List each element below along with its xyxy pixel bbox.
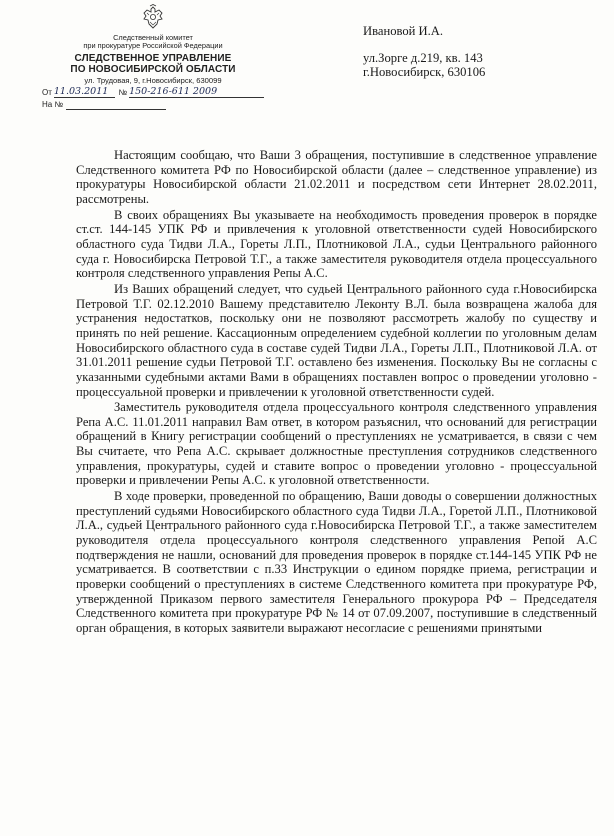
letterhead-line-3: СЛЕДСТВЕННОЕ УПРАВЛЕНИЕ (74, 53, 232, 64)
addressee-city: г.Новосибирск, 630106 (363, 65, 486, 79)
addressee-street: ул.Зорге д.219, кв. 143 (363, 51, 483, 65)
letterhead-line-4: ПО НОВОСИБИРСКОЙ ОБЛАСТИ (70, 64, 236, 75)
body-paragraph-5: В ходе проверки, проведенной по обращению, Ваши доводы о совершении должностных преступлений судьями Новосибирского областного суда Тидви Л.А., Горетой Л.П., Плотниковой Л.А., судьей Центрального районного суда г.Новосибирска Петровой Т.Г., а также заместителем руководителя отдела процессуального контроля следственного управления Репой А.С подтверждения не нашли, оснований для проведения проверок в порядке ст.144-145 УПК РФ не усматривается. В соответствии с п.33 Инструкции о едином порядке приема, регистрации и проверки сообщений о преступлениях в системе Следственного комитета при прокуратуре РФ, утвержденной Приказом первого заместителя Генерального прокурора РФ – Председателя Следственного комитета при прокуратуре РФ № 14 от 07.09.2007, поступившие в следственный орган обращения, в которых заявители выражают несогласие с решениями принятыми (76, 489, 597, 635)
number-label: № (118, 88, 128, 97)
body-paragraph-2: В своих обращениях Вы указываете на необходимость проведения проверок в порядке ст.ст. 144-145 УПК РФ и привлечения к уголовной ответственности судей Новосибирского областного суда Тидви Л.А., Гореты Л.П., Плотниковой Л.А., судьи Центрального районного суда г. Новосибирска Петровой Т.Г., а также заместителя руководителя отдела процессуального контроля следственного управления Репы А.С. (76, 207, 597, 281)
outgoing-reference-row (42, 87, 264, 98)
addressee-name: Ивановой И.А. (363, 24, 444, 38)
body-paragraph-4: Заместитель руководителя отдела процессуального контроля следственного управления Репа А.С. 11.01.2011 направил Вам ответ, в котором разъяснил, что оснований для регистрации обращений в Книгу регистрации сообщений о преступлениях не усматривается, в связи с чем Вы считаете, что Репа А.С. скрывает должностные преступления сотрудников следственного управления, прокуратуры, судей и ставите вопрос о проведении уголовно - процессуальной проверки и привлечении Репы А.С. к уголовной ответственности. (76, 400, 597, 488)
letterhead-stamp (42, 4, 264, 110)
letterhead-line-2: при прокуратуре Российской Федерации (83, 41, 223, 50)
letter-body (76, 148, 597, 637)
incoming-reference-row (42, 100, 264, 110)
from-label: От (42, 88, 52, 97)
na-label: На № (42, 100, 64, 109)
incoming-reference-line (66, 100, 166, 110)
addressee-block (363, 24, 603, 79)
letterhead-address: ул. Трудовая, 9, г.Новосибирск, 630099 (84, 76, 222, 85)
body-paragraph-3: Из Ваших обращений следует, что судьей Центрального районного суда г.Новосибирска Петровой Т.Г. 02.12.2010 Вашему представителю Леконту В.Л. была возвращена жалоба для устранения недостатков, поскольку они не позволяют рассмотреть жалобу по существу и принять по ней решение. Кассационным определением судебной коллегии по уголовным делам Новосибирского областного суда в составе судей Тидви Л.А., Гореты Л.П., Плотниковой Л.А. от 31.01.2011 решение судьи Петровой Т.Г. оставлено без изменения. Поскольку Вы не согласны с указанными судебными актами Вами в обращениях поставлен вопрос о проведении уголовно - процессуальной проверки и привлечении к уголовной ответственности судей. (76, 281, 597, 399)
handwritten-date: 11.03.2011 (54, 87, 115, 98)
body-paragraph-1: Настоящим сообщаю, что Ваши 3 обращения, поступившие в следственное управление Следственного комитета РФ по Новосибирской области (далее – следственное управление) из прокуратуры Новосибирской области 21.02.2011 и посредством сети Интернет 28.02.2011, рассмотрены. (76, 148, 597, 206)
letterhead-line-1: Следственный комитет (113, 33, 193, 42)
double-headed-eagle-emblem-icon (141, 4, 165, 32)
handwritten-number: 150-216-611 2009 (129, 87, 264, 98)
